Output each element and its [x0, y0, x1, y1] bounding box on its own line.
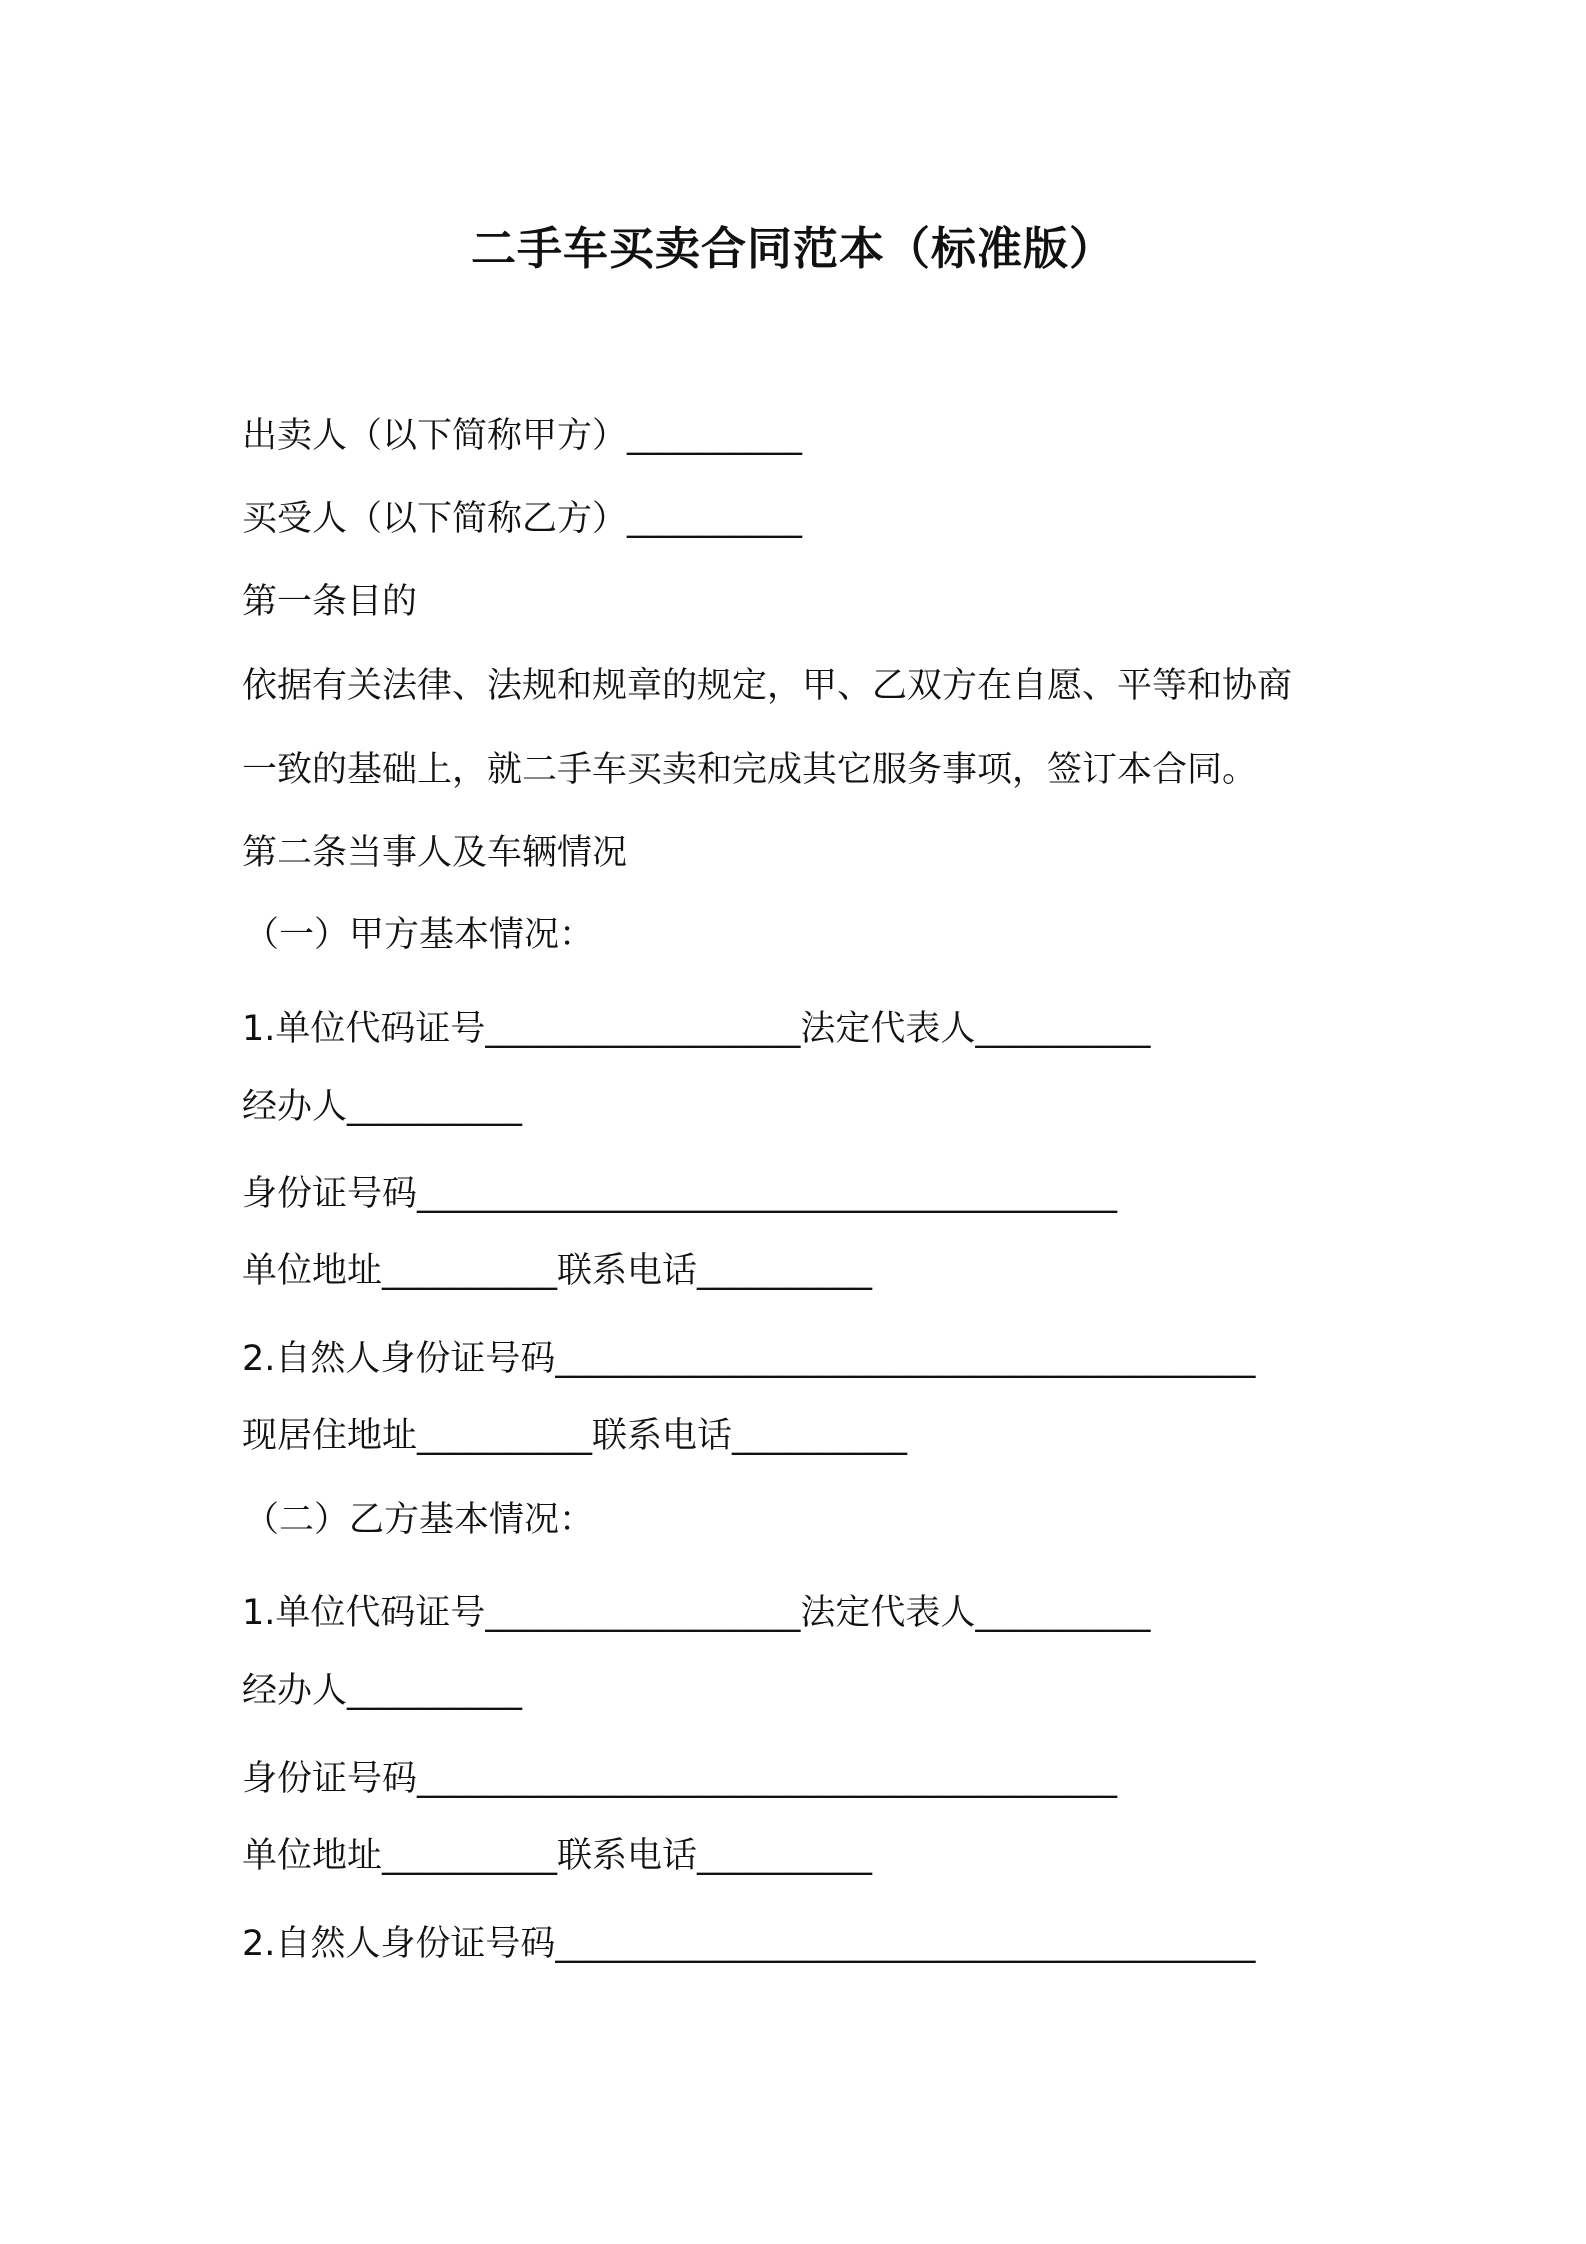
party-a-unit-code-line: 1.单位代码证号__________________法定代表人__________ [242, 1009, 1151, 1049]
party-a-agent-line: 经办人__________ [242, 1087, 523, 1127]
party-b-heading: （二）乙方基本情况： [244, 1500, 595, 1540]
party-b-unit-code-line: 1.单位代码证号__________________法定代表人__________ [242, 1593, 1151, 1633]
article-1-text-line-1: 依据有关法律、法规和规章的规定，甲、乙双方在自愿、平等和协商 [242, 666, 1293, 706]
article-2-heading: 第二条当事人及车辆情况 [242, 833, 628, 873]
party-a-natural-person-id-line: 2.自然人身份证号码________________________________________ [242, 1339, 1256, 1379]
article-1-text-line-2: 一致的基础上，就二手车买卖和完成其它服务事项，签订本合同。 [242, 750, 1258, 790]
party-b-address-line: 单位地址__________联系电话__________ [242, 1836, 873, 1876]
party-a-heading: （一）甲方基本情况： [244, 915, 595, 955]
document-title: 二手车买卖合同范本（标准版） [470, 222, 1115, 275]
party-b-id-line: 身份证号码________________________________________ [242, 1759, 1118, 1799]
party-a-residence-line: 现居住地址__________联系电话__________ [242, 1416, 908, 1456]
buyer-line: 买受人（以下简称乙方）__________ [242, 499, 803, 539]
party-b-agent-line: 经办人__________ [242, 1671, 523, 1711]
party-b-natural-person-id-line: 2.自然人身份证号码________________________________________ [242, 1924, 1256, 1964]
seller-line: 出卖人（以下简称甲方）__________ [242, 416, 803, 456]
party-a-address-line: 单位地址__________联系电话__________ [242, 1251, 873, 1291]
article-1-heading: 第一条目的 [242, 582, 418, 622]
party-a-id-line: 身份证号码________________________________________ [242, 1174, 1118, 1214]
